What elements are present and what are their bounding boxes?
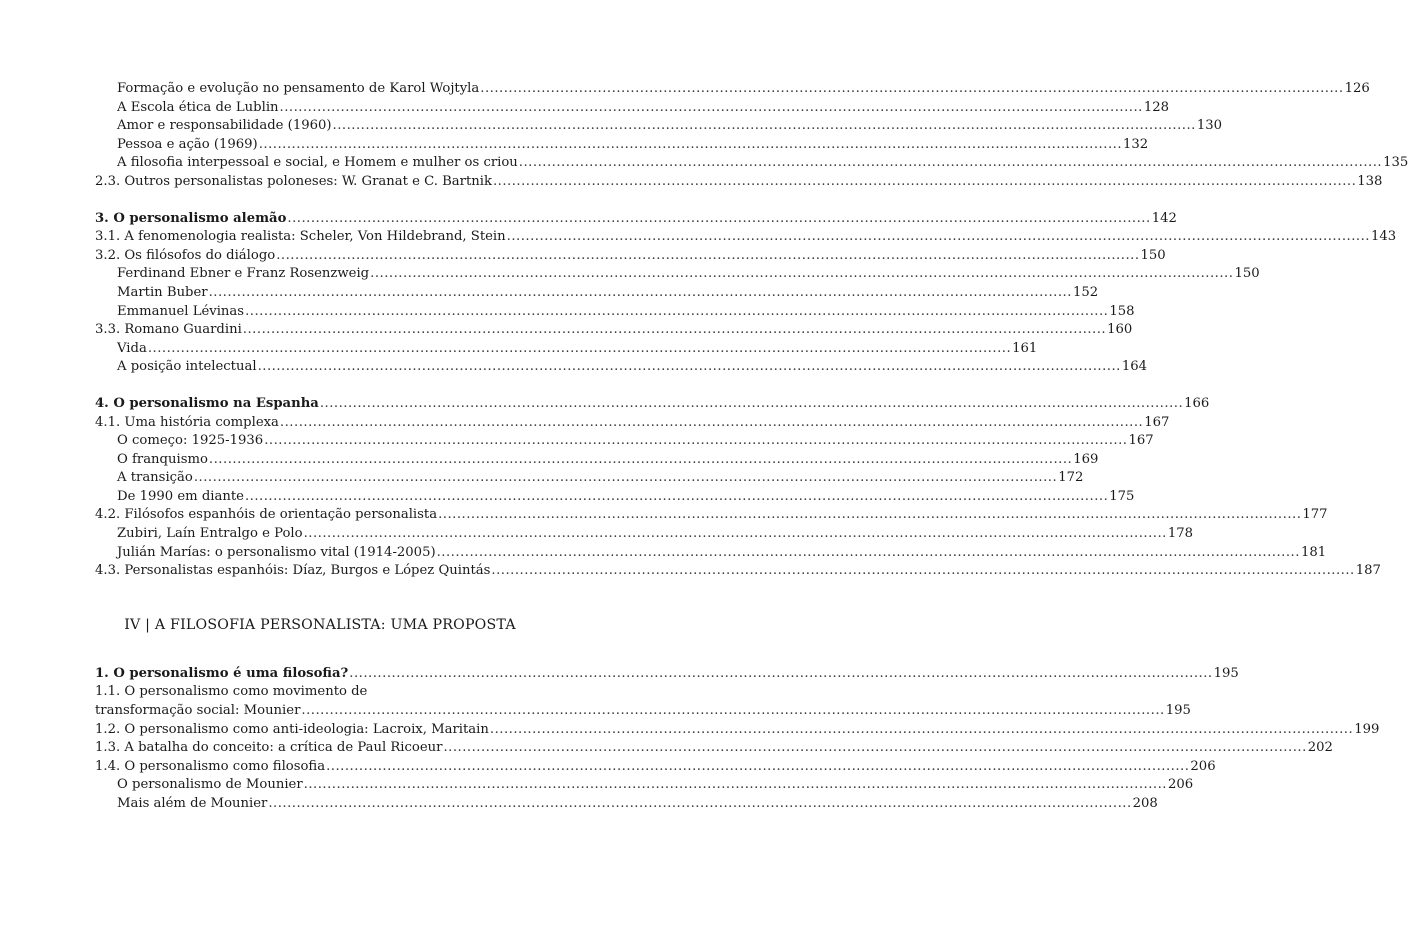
toc-entry-page: 167 <box>1144 414 1170 430</box>
toc-entry-title: Formação e evolução no pensamento de Karol Wojtyla <box>117 81 480 96</box>
toc-entry-page: 206 <box>1167 777 1194 793</box>
dot-leader <box>326 758 1189 777</box>
toc-entry-page: 169 <box>1073 451 1099 467</box>
dot-leader <box>493 173 1356 192</box>
dot-leader <box>280 414 1143 433</box>
toc-entry <box>95 154 1408 173</box>
toc-entry <box>95 488 1135 507</box>
toc-entry <box>95 665 1239 684</box>
table-of-contents <box>95 80 1408 814</box>
toc-entry <box>95 795 1158 814</box>
toc-entry <box>95 525 1194 544</box>
toc-entry <box>95 99 1170 118</box>
dot-leader <box>258 358 1121 377</box>
toc-entry-title: 2.3. Outros personalistas poloneses: W. Granat e C. Bartnik <box>95 173 492 189</box>
toc-entry-title: 1.2. O personalismo como anti-ideologia: Lacroix, Maritain <box>95 721 489 737</box>
toc-entry-title: A filosofia interpessoal e social, e Homem e mulher os criou <box>117 155 518 171</box>
toc-entry-title: 3.3. Romano Guardini <box>95 322 242 338</box>
toc-entry-title: Julián Marías: o personalismo vital (1914-2005) <box>117 544 436 560</box>
dot-leader <box>268 795 1131 814</box>
toc-entry-title: A posição intelectual <box>117 359 257 375</box>
toc-entry <box>95 506 1328 525</box>
toc-entry <box>95 544 1327 563</box>
toc-entry-title: 4.3. Personalistas espanhóis: Díaz, Burgos e López Quintás <box>95 563 491 579</box>
toc-entry-page: 195 <box>1213 665 1239 681</box>
toc-entry-page: 132 <box>1123 136 1149 152</box>
toc-entry-page: 150 <box>1234 266 1260 282</box>
toc-entry-title: transformação social: Mounier <box>95 703 301 719</box>
toc-entry <box>95 358 1148 377</box>
toc-entry-page: 166 <box>1184 395 1210 411</box>
toc-entry-title: O personalismo de Mounier <box>117 777 303 793</box>
dot-leader <box>507 228 1370 247</box>
dot-leader <box>437 544 1300 563</box>
toc-entry-page: 126 <box>1344 81 1370 96</box>
toc-entry-title: Martin Buber <box>117 284 208 300</box>
toc-entry <box>95 340 1038 359</box>
part-title: IV | A FILOSOFIA PERSONALISTA: UMA PROPOSTA <box>124 616 516 633</box>
toc-entry-page: 138 <box>1357 173 1383 189</box>
dot-leader <box>491 562 1354 581</box>
dot-leader <box>519 154 1382 173</box>
dot-leader <box>245 488 1108 507</box>
toc-entry-page: 167 <box>1128 433 1154 449</box>
toc-entry-page: 177 <box>1302 507 1328 523</box>
toc-entry-title: 3.2. Os filósofos do diálogo <box>95 247 276 263</box>
toc-entry <box>95 321 1133 340</box>
dot-leader <box>194 469 1057 488</box>
toc-entry <box>95 683 545 702</box>
dot-leader <box>259 136 1122 155</box>
toc-entry-page: 178 <box>1167 526 1194 542</box>
toc-entry-page: 175 <box>1109 488 1135 504</box>
dot-leader <box>320 395 1183 414</box>
toc-entry-title: O franquismo <box>117 451 208 467</box>
toc-entry-page: 187 <box>1355 563 1381 579</box>
toc-entry-title: A Escola ética de Lublin <box>117 99 279 115</box>
toc-entry <box>95 173 1383 192</box>
toc-entry-title: Ferdinand Ebner e Franz Rosenzweig <box>117 266 370 282</box>
toc-entry <box>95 80 1370 99</box>
toc-entry <box>95 265 1260 284</box>
toc-entry <box>95 451 1099 470</box>
dot-leader <box>280 99 1143 118</box>
section-gap <box>95 377 545 395</box>
toc-entry <box>95 721 1380 740</box>
toc-entry-page: 161 <box>1012 340 1038 356</box>
toc-entry <box>95 432 1154 451</box>
toc-entry-page: 199 <box>1354 721 1380 737</box>
toc-entry-page: 158 <box>1109 303 1135 319</box>
dot-leader <box>209 451 1072 470</box>
toc-entry <box>95 776 1194 795</box>
toc-entry-title: 3.1. A fenomenologia realista: Scheler, Von Hildebrand, Stein <box>95 229 506 245</box>
toc-entry-title: 4.2. Filósofos espanhóis de orientação personalista <box>95 507 438 523</box>
toc-entry <box>95 284 1099 303</box>
toc-entry-page: 195 <box>1165 703 1191 719</box>
toc-entry-title: 3. O personalismo alemão <box>95 210 287 226</box>
toc-entry-page: 130 <box>1196 118 1223 134</box>
toc-entry-title: Emmanuel Lévinas <box>117 303 245 319</box>
dot-leader <box>264 432 1127 451</box>
toc-entry-title: De 1990 em diante <box>117 488 244 504</box>
toc-entry-page: 208 <box>1132 796 1158 811</box>
toc-entry-page: 142 <box>1151 210 1177 226</box>
dot-leader <box>245 303 1108 322</box>
toc-entry-title: 1.4. O personalismo como filosofia <box>95 758 326 774</box>
toc-entry <box>95 758 1216 777</box>
dot-leader <box>209 284 1072 303</box>
dot-leader <box>490 721 1353 740</box>
toc-entry-title: Mais além de Mounier <box>117 796 268 811</box>
toc-entry <box>95 228 1397 247</box>
toc-entry-title: Vida <box>117 340 147 356</box>
toc-entry <box>95 247 1166 266</box>
toc-entry-page: 135 <box>1383 155 1408 171</box>
toc-entry <box>95 117 1223 136</box>
dot-leader <box>148 340 1011 359</box>
toc-entry-page: 202 <box>1307 740 1333 756</box>
toc-entry-title: Amor e responsabilidade (1960) <box>117 118 332 134</box>
toc-entry-title: A transição <box>117 470 193 486</box>
toc-entry-title: Pessoa e ação (1969) <box>117 136 258 152</box>
toc-entry <box>95 414 1170 433</box>
toc-entry-title: 1.3. A batalha do conceito: a crítica de Paul Ricoeur <box>95 740 443 756</box>
toc-entry <box>95 136 1149 155</box>
dot-leader <box>370 265 1233 284</box>
toc-entry-page: 160 <box>1107 322 1133 338</box>
toc-entry-page: 172 <box>1058 470 1084 486</box>
toc-entry-title: O começo: 1925-1936 <box>117 433 264 449</box>
dot-leader <box>333 117 1196 136</box>
toc-entry <box>95 739 1333 758</box>
toc-entry <box>95 469 1084 488</box>
dot-leader <box>304 776 1167 795</box>
dot-leader <box>443 739 1306 758</box>
toc-entry-page: 128 <box>1143 99 1170 115</box>
toc-entry <box>95 702 1191 721</box>
toc-entry-page: 206 <box>1190 758 1216 774</box>
toc-entry-page: 152 <box>1072 284 1099 300</box>
dot-leader <box>349 665 1212 684</box>
dot-leader <box>243 321 1106 340</box>
toc-entry <box>95 562 1381 581</box>
toc-entry-title: 1.1. O personalismo como movimento de <box>95 684 368 700</box>
dot-leader <box>438 506 1301 525</box>
toc-entry-title: Zubiri, Laín Entralgo e Polo <box>117 526 303 542</box>
toc-entry <box>95 210 1177 229</box>
toc-entry-page: 181 <box>1300 544 1327 560</box>
dot-leader <box>276 247 1139 266</box>
toc-entry <box>95 395 1210 414</box>
toc-entry-page: 150 <box>1140 247 1166 263</box>
toc-entry-title: 1. O personalismo é uma filosofia? <box>95 665 349 681</box>
dot-leader <box>480 80 1343 99</box>
dot-leader <box>304 525 1167 544</box>
toc-entry-page: 143 <box>1370 229 1397 245</box>
toc-entry-title: 4. O personalismo na Espanha <box>95 395 319 411</box>
toc-entry-page: 164 <box>1121 359 1148 375</box>
toc-entry-title: 4.1. Uma história complexa <box>95 414 279 430</box>
dot-leader <box>301 702 1164 721</box>
dot-leader <box>287 210 1150 229</box>
toc-entry <box>95 303 1135 322</box>
section-gap <box>95 192 545 210</box>
